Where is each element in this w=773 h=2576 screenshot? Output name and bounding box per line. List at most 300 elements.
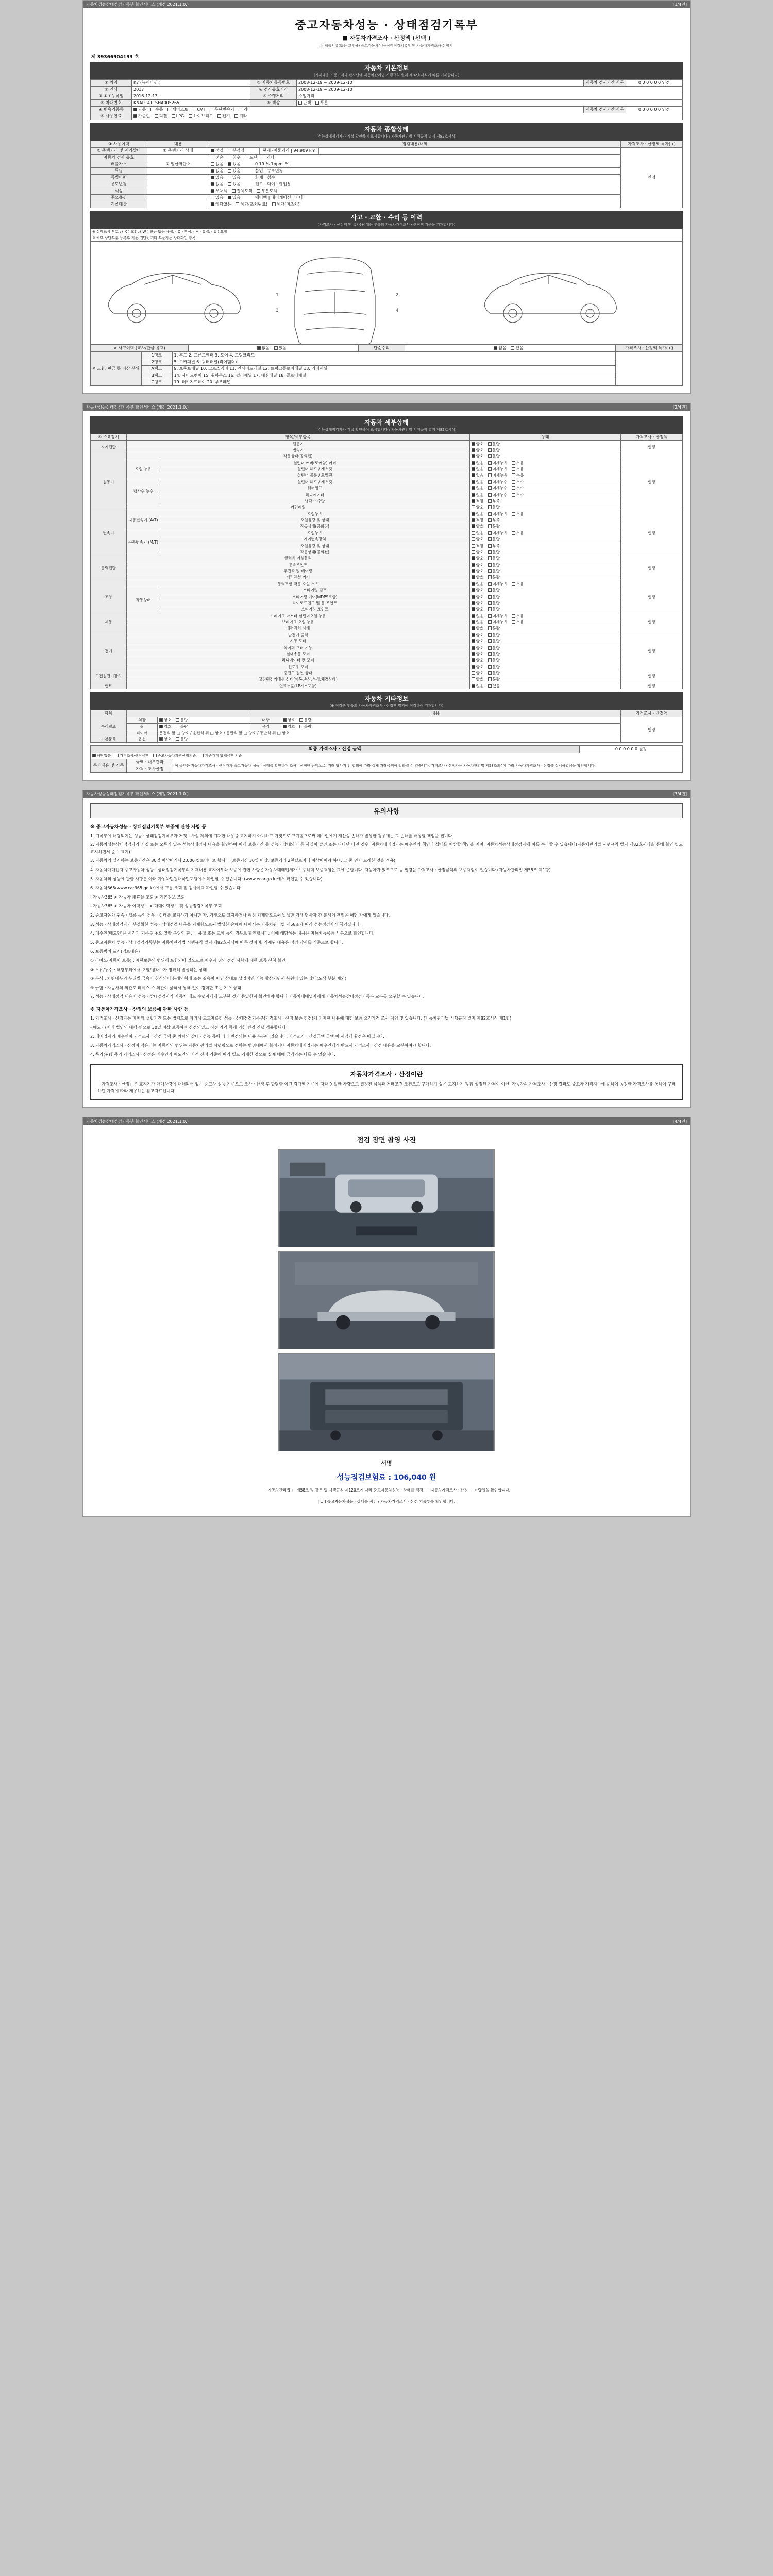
checkbox-3-2-good[interactable]: [472, 569, 475, 573]
col-state: 상태: [469, 434, 620, 440]
col-other-price: 가격조사 · 산정액: [621, 710, 683, 717]
row-emission-label: 배출가스: [91, 161, 147, 168]
col-usage: ③ 사용이력: [91, 141, 147, 148]
price-group-2: 인정: [621, 511, 683, 555]
rank-label-2: A랭크: [141, 365, 172, 372]
checkbox-1-1-leak[interactable]: [512, 461, 515, 465]
label-accident-price: 가격조사 · 산정액 특가(+): [616, 345, 683, 351]
checkbox-glass-good[interactable]: [283, 725, 287, 728]
checkbox-4-3-good[interactable]: [472, 601, 475, 605]
state-1-4: 없음 미세누수 누수: [469, 479, 620, 485]
final-price-opts: 해당없음 가격조사·산정금액 중고자동차가격산정기준 기준가격 합계금액 기준: [91, 753, 683, 759]
item-4-4: 스티어링 조인트: [160, 606, 470, 613]
label-car-name: ① 차명: [91, 80, 132, 87]
checkbox-1-1-minor[interactable]: [488, 461, 492, 465]
checkbox-price-na[interactable]: [92, 754, 96, 757]
value-accident-history: 없음 있음: [189, 345, 359, 351]
state-0-1: 양호 불량: [469, 447, 620, 453]
checkbox-6-5-good[interactable]: [472, 665, 475, 669]
notice-item-3-1: - 매도자(매매 법인의 대행)인으로 30일 이상 보증하여 산정되었고 직전 가격 등에 의한 변경 진행 적용합니다: [90, 1025, 286, 1030]
other-state-1: 양호 불량: [158, 723, 250, 730]
checkbox-1-4-none[interactable]: [472, 480, 475, 484]
rank-items-3: 14. 사이드멤버 15. 휠하우스 16. 필러패널 17. 대쉬패널 18. 플로어패널: [172, 372, 615, 379]
checkbox-tuning-none[interactable]: [211, 169, 214, 173]
checkbox-0-0-good[interactable]: [472, 442, 475, 446]
item-6-0: 발전기 출력: [127, 632, 470, 638]
checkbox-5-0-leak[interactable]: [512, 614, 515, 618]
checkbox-4-4-bad[interactable]: [488, 607, 492, 611]
checkbox-usechange-none[interactable]: [211, 182, 214, 186]
checkbox-ext-bad[interactable]: [176, 718, 179, 722]
price-group-3: 인정: [621, 555, 683, 581]
checkbox-8-0-none[interactable]: [472, 684, 475, 688]
footer-note-2: [ 1 ] 중고자동차성능 · 상태를 점검 / 자동차가격조사 · 산정 기록부를 확인합니다.: [317, 1499, 456, 1504]
checkbox-2-2-good[interactable]: [472, 524, 475, 528]
group-brake: 제동: [91, 613, 127, 632]
state-4-4: 양호 불량: [469, 606, 620, 613]
value-vin: KNALC411SHA005265: [132, 100, 250, 107]
rank-label-1: 2랭크: [141, 359, 172, 365]
checkbox-1-3-minor[interactable]: [488, 473, 492, 477]
usechange-detail: 렌트 | 대여 | 영업용: [255, 182, 291, 187]
checkbox-6-2-bad[interactable]: [488, 646, 492, 650]
checkbox-5-1-minor[interactable]: [488, 620, 492, 624]
checkbox-total-loss[interactable]: [211, 156, 214, 159]
value-reg-date: 2016-12-13: [132, 93, 250, 100]
page-1: [82, 0, 691, 394]
item-4-1: 스티어링 펌프: [160, 587, 470, 594]
group-transmission: 변속기: [91, 511, 127, 555]
state-0-0: 양호 불량: [469, 440, 620, 447]
checkbox-1-7-ok[interactable]: [472, 499, 475, 503]
checkbox-accident-yes[interactable]: [274, 346, 278, 350]
checkbox-7-1-bad[interactable]: [488, 677, 492, 681]
checkbox-options-none[interactable]: [211, 196, 214, 199]
overall-price-cell: 인정: [621, 148, 683, 208]
item-5-0: 브레이크 마스터 실린더오일 누유: [127, 613, 470, 619]
checkbox-6-5-bad[interactable]: [488, 665, 492, 669]
checkbox-wheel-good[interactable]: [159, 725, 163, 728]
checkbox-glass-bad[interactable]: [299, 725, 303, 728]
page-2: [82, 403, 691, 781]
topbar-left-text: 자동차성능상태점검기록부 확인서비스 (개정 2021.1.0.): [86, 2, 189, 7]
value-mileage: 주행거리: [297, 93, 683, 100]
checkbox-fuel-hybrid[interactable]: [189, 114, 192, 118]
checkbox-4-1-good[interactable]: [472, 588, 475, 592]
checkbox-price-total[interactable]: [200, 754, 204, 757]
state-1-8: 양호 불량: [469, 504, 620, 511]
checkbox-3-1-bad[interactable]: [488, 563, 492, 567]
checkbox-fuel-etc[interactable]: [234, 114, 238, 118]
checkbox-1-5-none[interactable]: [472, 486, 475, 490]
checkbox-accident-none[interactable]: [257, 346, 261, 350]
checkbox-emission-none[interactable]: [211, 162, 214, 166]
checkbox-4-1-bad[interactable]: [488, 588, 492, 592]
notice-item-2-9: 7. 성능 · 상태점검 내용이 성능 · 상태점검자가 자동차 매도 수행자에게 교부한 것과 동일한지 확인해야 합니다 자동차매매업자에게 자동차성능상태점검기록부 교부를 요구할 수 있습니다.: [90, 994, 425, 999]
state-6-3: 양호 불량: [469, 651, 620, 657]
value-validity: 2008-12-19 ~ 2009-12-10: [297, 87, 683, 93]
item-2-4: 기어변속장치: [160, 536, 470, 543]
checkbox-price-standard[interactable]: [153, 754, 157, 757]
item-3-0: 클러치 어셈블리: [127, 555, 470, 562]
section-basic-info-sub: (기재내용 기준가격과 판사단에 자동차관리법 시행규칙 별지 제82호서식에 따른 기재합니다): [90, 73, 683, 79]
sub-manual-trans: 수동변속기 (M/T): [127, 530, 160, 555]
state-6-5: 양호 불량: [469, 664, 620, 670]
checkbox-flood[interactable]: [228, 156, 231, 159]
checkbox-1-8-bad[interactable]: [488, 505, 492, 509]
checkbox-insp-etc[interactable]: [262, 156, 265, 159]
checkbox-special-none[interactable]: [211, 176, 214, 179]
checkbox-6-3-good[interactable]: [472, 652, 475, 656]
checkbox-4-0-minor[interactable]: [488, 582, 492, 586]
label-accident-history: ※ 사고이력 (교차/판금 유효): [91, 345, 189, 351]
checkbox-6-0-good[interactable]: [472, 633, 475, 637]
checkbox-2-0-none[interactable]: [472, 512, 475, 516]
state-4-1: 양호 불량: [469, 587, 620, 594]
checkbox-theft[interactable]: [245, 156, 248, 159]
notice-item-1-6: - 자동차365 > 자동차 排除물 조회 > 기본정보 조회: [90, 894, 185, 900]
checkbox-emission-yes[interactable]: [228, 162, 231, 166]
photo-1-svg: [279, 1150, 494, 1247]
checkbox-option-bad[interactable]: [176, 737, 179, 741]
checkbox-4-4-good[interactable]: [472, 607, 475, 611]
topbar4-page-label: [4/4면]: [673, 1119, 687, 1124]
row-paint-value: 무채색 전체도색 부분도색: [209, 188, 621, 195]
checkbox-7-0-bad[interactable]: [488, 671, 492, 675]
checkbox-trans-manual[interactable]: [150, 108, 154, 111]
checkbox-trans-cvt[interactable]: [193, 108, 196, 111]
item-1-5: 워터펌프: [160, 485, 470, 492]
accident-note-table: [90, 229, 683, 242]
checkbox-recall-pending[interactable]: [272, 202, 276, 206]
checkbox-5-1-leak[interactable]: [512, 620, 515, 624]
car-diagram-svg[interactable]: [91, 242, 682, 345]
checkbox-tuning-yes[interactable]: [228, 169, 231, 173]
checkbox-6-1-bad[interactable]: [488, 639, 492, 643]
checkbox-7-0-good[interactable]: [472, 671, 475, 675]
parts-price-cell: [616, 352, 683, 385]
col-other-content: 내용: [250, 710, 621, 717]
state-1-1: 없음 미세누유 누유: [469, 460, 620, 466]
label-insp-date: 자동차 검사기간 사용: [584, 80, 626, 87]
state-4-2: 양호 불량: [469, 594, 620, 600]
inspection-photo-2[interactable]: [278, 1251, 495, 1349]
checkbox-6-4-bad[interactable]: [488, 658, 492, 662]
rank-label-4: C랭크: [141, 379, 172, 385]
col-price: 가격조사 · 산정액 특가(+): [621, 141, 683, 148]
checkbox-3-3-good[interactable]: [472, 575, 475, 579]
state-5-2: 양호 불량: [469, 625, 620, 632]
item-1-6: 라디에이터: [160, 492, 470, 498]
value-simple-repair: 없음 있음: [405, 345, 616, 351]
col-detail: 점검내용/내역: [209, 141, 621, 148]
topbar3-left-text: 자동차성능상태점검기록부 확인서비스 (개정 2021.1.0.): [86, 791, 189, 796]
checkbox-trans-auto[interactable]: [133, 108, 137, 111]
checkbox-1-6-minor[interactable]: [488, 493, 492, 497]
checkbox-4-3-bad[interactable]: [488, 601, 492, 605]
state-2-5: 적정 부족: [469, 543, 620, 549]
item-2-5: 오일유량 및 상태: [160, 543, 470, 549]
docno-prefix: 제: [91, 55, 96, 60]
checkbox-paint-none[interactable]: [211, 189, 214, 193]
checkbox-0-0-bad[interactable]: [488, 442, 492, 446]
item-8-0: 연료누출(LP가스포함): [127, 683, 470, 689]
other-state-3: 양호 불량: [158, 736, 621, 742]
other-item2-1: 유리: [250, 723, 281, 730]
final-price-body: 이 금액은 자동차가격조사 · 산정자가 중고자동차 성능 · 상태를 확인하여 조사 · 산정한 금액으로, 거래 당사자 간 합의에 따라 실제 거래금액이 달라질 수 있습니다. 가격조사 · 산정자는 자동차관리법 제58조의4에 따라 자동차가격조사 · 산정을 실시하였음을 확인합니다.: [173, 759, 683, 772]
checkbox-trans-cont[interactable]: [210, 108, 213, 111]
item-4-2: 스티어링 기어(MDPS포함): [160, 594, 470, 600]
checkbox-4-0-none[interactable]: [472, 582, 475, 586]
sub-oil-leak: 오일 누유: [127, 460, 160, 479]
item-5-1: 브레이크 오일 누유: [127, 619, 470, 625]
state-2-1: 적정 부족: [469, 517, 620, 523]
checkbox-6-4-good[interactable]: [472, 658, 475, 662]
checkbox-trans-etc[interactable]: [239, 108, 242, 111]
sub-coolant-leak: 냉각수 누수: [127, 479, 160, 504]
col-content: 내용: [147, 141, 209, 148]
state-4-3: 양호 불량: [469, 600, 620, 606]
checkbox-special-yes[interactable]: [228, 176, 231, 179]
svg-text:2: 2: [396, 292, 399, 298]
notice-item-1-2: 3. 자동차의 실시하는 보증기간은 30일 이상이거나 2,000 킬로미터로 합니다 (보증기간 30일 이상, 보증거리 2천킬로미터 이상이어야 하며, 그 중 먼저 도래한 것을 적용): [90, 858, 396, 863]
svg-text:1: 1: [276, 292, 279, 298]
checkbox-2-4-bad[interactable]: [488, 537, 492, 541]
checkbox-2-0-leak[interactable]: [512, 512, 515, 516]
section-accident-title: 사고 · 교환 · 수리 등 이력: [90, 211, 683, 222]
checkbox-7-1-good[interactable]: [472, 677, 475, 681]
notice-heading-2: ※ 자동차가격조사 · 산정의 보증에 관한 사항 등: [90, 1007, 189, 1012]
checkbox-price-amount[interactable]: [115, 754, 119, 757]
checkbox-5-2-bad[interactable]: [488, 626, 492, 630]
state-6-2: 양호 불량: [469, 645, 620, 651]
checkbox-4-2-good[interactable]: [472, 595, 475, 599]
topbar2-left-text: 자동차성능상태점검기록부 확인서비스 (개정 2021.1.0.): [86, 404, 189, 410]
row-emission-value: 없음 있음 0.19 % 1ppm, %: [209, 161, 621, 168]
label-insp-period: 자동차 검사기간 사용: [584, 107, 626, 113]
accident-history-table: [90, 345, 683, 352]
checkbox-1-3-leak[interactable]: [512, 473, 515, 477]
group-steering: 조향: [91, 581, 127, 613]
checkbox-1-0-bad[interactable]: [488, 454, 492, 458]
checkbox-0-1-bad[interactable]: [488, 448, 492, 452]
label-parts: ※ 교환, 판금 등 이상 부위: [91, 352, 142, 385]
checkbox-wheel-bad[interactable]: [176, 725, 179, 728]
page-title: 중고자동차성능 · 상태점검기록부: [295, 19, 478, 32]
item-3-2: 추진축 및 베어링: [127, 568, 470, 574]
checkbox-3-0-good[interactable]: [472, 556, 475, 560]
checkbox-1-4-minor[interactable]: [488, 480, 492, 484]
checkbox-5-2-good[interactable]: [472, 626, 475, 630]
checkbox-color-two[interactable]: [315, 101, 319, 105]
checkbox-1-5-minor[interactable]: [488, 486, 492, 490]
checkbox-6-0-bad[interactable]: [488, 633, 492, 637]
item-1-4: 실린더 헤드 / 개스킷: [160, 479, 470, 485]
checkbox-1-6-none[interactable]: [472, 493, 475, 497]
checkbox-3-3-bad[interactable]: [488, 575, 492, 579]
checkbox-6-3-bad[interactable]: [488, 652, 492, 656]
row-options-value: 없음 있음 에어백 | 내비게이션 | 기타: [209, 195, 621, 201]
car-damage-diagram[interactable]: [90, 242, 683, 345]
sub-steering-operation: 작동상태: [127, 587, 160, 613]
checkbox-options-yes[interactable]: [228, 196, 231, 199]
detail-state-table: [90, 434, 683, 690]
state-6-4: 양호 불량: [469, 657, 620, 664]
notice-item-1-5: 6. 자동차365(www.car365.go.kr)에서 교통 조회 및 검사이력 확인할 수 있습니다.: [90, 886, 242, 891]
checkbox-1-3-none[interactable]: [472, 473, 475, 477]
checkbox-2-1-low[interactable]: [488, 518, 492, 522]
state-1-3: 없음 미세누유 누유: [469, 472, 620, 479]
checkbox-1-0-good[interactable]: [472, 454, 475, 458]
checkbox-recall-na[interactable]: [211, 202, 214, 206]
checkbox-ext-good[interactable]: [159, 718, 163, 722]
checkbox-2-0-minor[interactable]: [488, 512, 492, 516]
checkbox-int-good[interactable]: [283, 718, 287, 722]
group-engine: 원동기: [91, 453, 127, 511]
checkbox-usechange-yes[interactable]: [228, 182, 231, 186]
mileage-value-box: 현재 -머물거리 | 94,909 km: [259, 147, 320, 154]
checkbox-2-6-good[interactable]: [472, 550, 475, 554]
group-electric: 전기: [91, 632, 127, 670]
checkbox-1-5-leak[interactable]: [512, 486, 515, 490]
checkbox-simple-yes[interactable]: [511, 346, 514, 350]
page-note: ※ 제출서류(또는 교부용) 중고자동차성능·상태점검기록부 및 자동차가격조사·산정서: [320, 44, 453, 48]
checkbox-5-0-none[interactable]: [472, 614, 475, 618]
topbar-page-label: [1/4면]: [673, 2, 687, 7]
rank-items-4: 19. 패키지트레이 20. 루프패널: [172, 379, 615, 385]
checkbox-2-1-ok[interactable]: [472, 518, 475, 522]
checkbox-2-5-ok[interactable]: [472, 544, 475, 548]
page-subtitle: ■ 자동차가격조사 · 산정액 (선택 ): [342, 35, 431, 41]
checkbox-recall-done[interactable]: [236, 202, 239, 206]
checkbox-fuel-lpg[interactable]: [172, 114, 175, 118]
item-6-3: 실내송풍 모터: [127, 651, 470, 657]
checkbox-2-3-none[interactable]: [472, 531, 475, 535]
checkbox-1-8-good[interactable]: [472, 505, 475, 509]
checkbox-2-4-good[interactable]: [472, 537, 475, 541]
checkbox-3-0-bad[interactable]: [488, 556, 492, 560]
checkbox-6-1-good[interactable]: [472, 639, 475, 643]
inspection-photo-3[interactable]: [278, 1353, 495, 1451]
notice-item-2-7: ③ 부식 : 차량내부의 부위별 금속이 침식되어 본래의형태 또는 결속이 아닌 상태로 삽입적인 기능 향상되면서 복원이 있는 상태(도색 부분 제외): [90, 976, 347, 981]
label-reg-date: ③ 최초등록일: [91, 93, 132, 100]
topbar3-page-label: [3/4면]: [673, 791, 687, 796]
col-main-device: ④ 주요장치: [91, 434, 127, 440]
accident-note-2: ※ 하부 상단부분 등록후 기준(진단), 기타 부품자동 상태확인 항목: [91, 235, 683, 241]
label-color: ④ 색상: [250, 100, 297, 107]
checkbox-mileage-ok[interactable]: [211, 149, 214, 152]
state-8-0: 없음 있음: [469, 683, 620, 689]
label-price-row2: 가격 · 조사산정: [127, 766, 173, 772]
row-mileage-label: ② 주행거리 및 계기상태: [91, 148, 147, 155]
signature-label: 서명: [381, 1460, 392, 1467]
checkbox-trans-semi[interactable]: [167, 108, 171, 111]
checkbox-5-1-none[interactable]: [472, 620, 475, 624]
checkbox-paint-full[interactable]: [232, 189, 236, 193]
label-car-no: ② 자동차등록번호: [250, 80, 297, 87]
checkbox-6-2-good[interactable]: [472, 646, 475, 650]
final-price-digits: 0 0 0 0 0 0 원정: [580, 745, 683, 753]
row-usechange-value: 없음 있음 렌트 | 대여 | 영업용: [209, 181, 621, 188]
checkbox-1-7-low[interactable]: [488, 499, 492, 503]
checkbox-1-4-leak[interactable]: [512, 480, 515, 484]
checkbox-option-good[interactable]: [159, 737, 163, 741]
document-number: [90, 52, 683, 62]
notice-item-3-0: 1. 가격조사 · 산정자는 매매의 성립기간 또는 법령으로 따라서 교교자를한 성능 · 상태점검기록부(가격조사 · 산정 보증 한정)에 기재한 내용에 대한 보증 요건가격 조사 책임 및 있습니다. (자동차관리법 시행규칙 별지 제82호서식 제1항): [90, 1015, 512, 1021]
checkbox-2-3-leak[interactable]: [512, 531, 515, 535]
checkbox-2-2-bad[interactable]: [488, 524, 492, 528]
group-high-voltage: 고전원전기장치: [91, 670, 127, 683]
checkbox-color-single[interactable]: [298, 101, 302, 105]
state-2-2: 양호 불량: [469, 523, 620, 530]
checkbox-paint-part[interactable]: [257, 189, 260, 193]
checkbox-3-2-bad[interactable]: [488, 569, 492, 573]
photo-2-svg: [279, 1252, 494, 1349]
checkbox-fuel-gasoline[interactable]: [133, 114, 137, 118]
checkbox-int-bad[interactable]: [299, 718, 303, 722]
checkbox-1-2-minor[interactable]: [488, 467, 492, 471]
checkbox-fuel-diesel[interactable]: [155, 114, 158, 118]
checkbox-0-1-good[interactable]: [472, 448, 475, 452]
checkbox-1-2-leak[interactable]: [512, 467, 515, 471]
row-mileage-value: 적정 부적정 현재 -머물거리 | 94,909 km: [209, 148, 621, 155]
accident-note-1: ※ 상태표시 부호 : ( X ) 교환, ( W ) 판금 또는 용접, ( C ) 부식, ( A ) 흠집, ( U ) 요철: [91, 229, 683, 235]
checkbox-fuel-electric[interactable]: [217, 114, 221, 118]
label-simple-repair: 단순수리: [359, 345, 405, 351]
item-4-0: 동력조향 작동 오일 누유: [127, 581, 470, 587]
checkbox-mileage-bad[interactable]: [228, 149, 231, 152]
checkbox-4-0-leak[interactable]: [512, 582, 515, 586]
checkbox-5-0-minor[interactable]: [488, 614, 492, 618]
item-6-4: 라디에이터 팬 모터: [127, 657, 470, 664]
row-recall-value: 해당없음 해당(조치완료) 해당(미조치): [209, 201, 621, 208]
inspection-fee: [90, 1470, 683, 1486]
price-group-1: 인정: [621, 453, 683, 511]
declaration-box: [90, 1064, 683, 1100]
state-2-3: 없음 미세누유 누유: [469, 530, 620, 536]
topbar4-left-text: 자동차성능상태점검기록부 확인서비스 (개정 2021.1.0.): [86, 1119, 189, 1124]
checkbox-2-6-bad[interactable]: [488, 550, 492, 554]
emission-values: 0.19 % 1ppm, %: [255, 162, 290, 166]
checkbox-1-6-leak[interactable]: [512, 493, 515, 497]
checkbox-1-1-none[interactable]: [472, 461, 475, 465]
checkbox-8-0-yes[interactable]: [488, 684, 492, 688]
row-special-label: 특별이력: [91, 175, 147, 181]
checkbox-2-5-low[interactable]: [488, 544, 492, 548]
checkbox-1-2-none[interactable]: [472, 467, 475, 471]
notice-item-1-4: 5. 자동차의 성능에 관한 사항은 아래 자동차민원대국민포털에서 확인할 수 있습니다. (www.ecar.go.kr에서 확인할 수 있습니다): [90, 876, 323, 882]
row-usechange-label: 용도변경: [91, 181, 147, 188]
checkbox-4-2-bad[interactable]: [488, 595, 492, 599]
section-detail-sub: (성능상태점검자가 직접 확인하여 표시합니다 / 자동차관리법 시행규칙 별지 제82호서식): [90, 427, 683, 434]
price-group-4: 인정: [621, 581, 683, 613]
fee-value: 106,040 원: [393, 1473, 436, 1482]
state-6-0: 양호 불량: [469, 632, 620, 638]
footer-note-1: 「 자동차관리법 」 제58조 및 같은 법 시행규칙 제120조에 따라 중고자동차성능 · 상태를 점검, 「 자동차가격조사 · 산정 」 바랍겠을 확인합니다.: [262, 1488, 511, 1493]
checkbox-3-1-good[interactable]: [472, 563, 475, 567]
inspection-photo-1[interactable]: [278, 1149, 495, 1247]
label-transmission: ④ 변속기종류: [91, 107, 132, 113]
checkbox-2-3-minor[interactable]: [488, 531, 492, 535]
docno-value: 39366904193: [97, 55, 133, 60]
parts-rank-table: [90, 352, 683, 386]
fee-label: 성능점검보험료 :: [337, 1473, 392, 1482]
row-basic-items: 기본품목: [91, 736, 127, 742]
page-topbar: [83, 1, 690, 8]
checkbox-simple-none[interactable]: [494, 346, 497, 350]
state-1-2: 없음 미세누유 누유: [469, 466, 620, 472]
value-car-name: K7 (뉴에디션 ): [132, 80, 250, 87]
